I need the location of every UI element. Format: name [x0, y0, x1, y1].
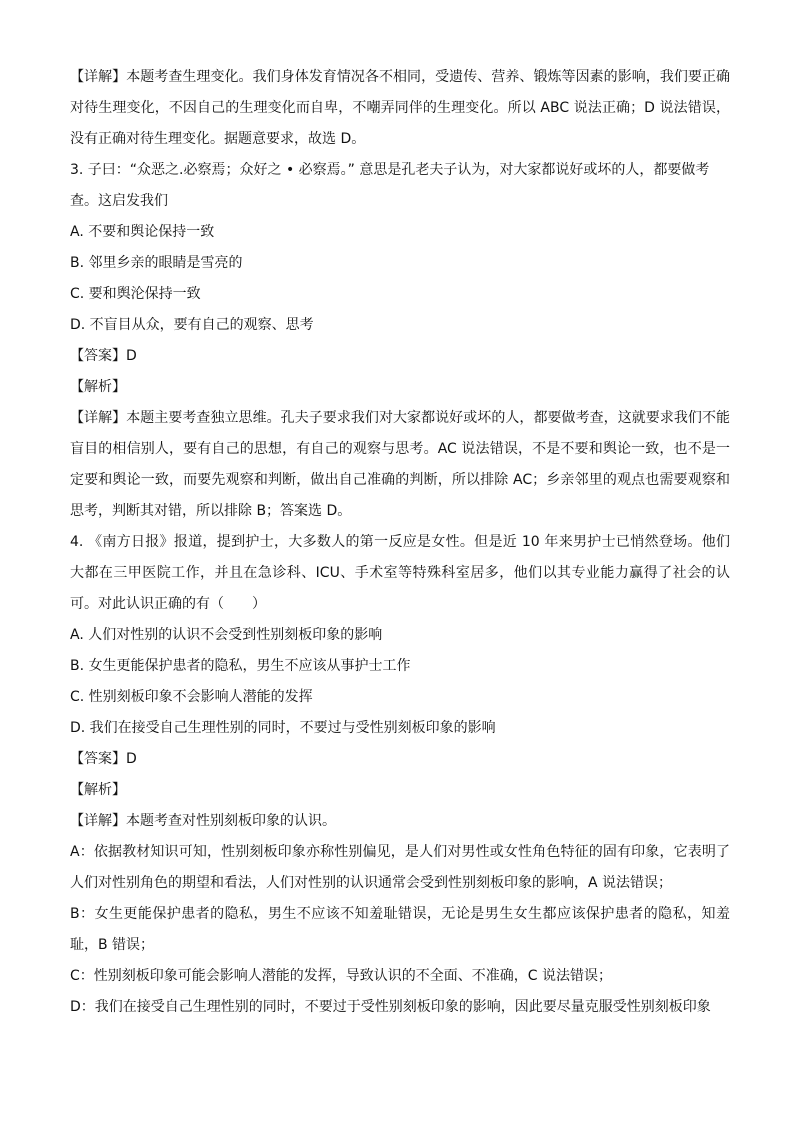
q4-answer-value: D [126, 751, 137, 767]
q4-detail-label: 【详解】 [70, 813, 126, 829]
q4-option-d: D. 我们在接受自己生理性别的同时，不要过与受性别刻板印象的影响 [70, 720, 496, 736]
q4-detail [70, 806, 730, 837]
q3-option-b: B. 邻里乡亲的眼睛是雪亮的 [70, 255, 243, 271]
q2-detail [70, 62, 730, 155]
q3-answer-label: 【答案】 [70, 348, 126, 364]
page-content [70, 62, 730, 1023]
q3-option-c: C. 要和舆沦保持一致 [70, 286, 201, 302]
q3-detail-text: 本题主要考查独立思维。孔夫子要求我们对大家都说好或坏的人，都要做考查，这就要求我们不能盲目的相信别人，要有自己的思想，有自己的观察与思考。AC 说法错误，不是不要和舆论一致，也不是一定要和舆论一致，而要先观察和判断，做出自己准确的判断，所以排除 AC；乡亲邻里的观点也需要观察和思考，判断其对错，所以排除 B；答案选 D。 [70, 410, 731, 519]
q3-stem-line-1: 3. 子曰：“众恶之.必察焉；众好之 • 必察焉。” 意思是孔老夫子认为，对大家都说好或坏的人，都要做考 [70, 162, 710, 178]
q4-explanation-a: A：依据教材知识可知，性别刻板印象亦称性别偏见，是人们对男性或女性角色特征的固有印象，它表明了人们对性别角色的期望和看法，人们对性别的认识通常会受到性别刻板印象的影响，A 说法错误； [70, 844, 730, 891]
q4-option-a: A. 人们对性别的认识不会受到性别刻板印象的影响 [70, 627, 383, 643]
q2-detail-text: 本题考查生理变化。我们身体发育情况各不相同，受遗传、营养、锻炼等因素的影响，我们要正确对待生理变化，不因自己的生理变化而自卑，不嘲弄同伴的生理变化。所以 ABC 说法正确；D 说法错误，没有正确对待生理变化。据题意要求，故选 D。 [70, 69, 731, 147]
q4-stem: 4. 《南方日报》报道，提到护士，大多数人的第一反应是女性。但是近 10 年来男护士已悄然登场。他们大都在三甲医院工作，并且在急诊科、ICU、手术室等特殊科室居多，他们以其专业能力赢得了社会的认可。对此认识正确的有（ ） [70, 534, 730, 612]
q4-option-c: C. 性别刻板印象不会影响人潜能的发挥 [70, 689, 313, 705]
q4-option-b: B. 女生更能保护患者的隐私，男生不应该从事护士工作 [70, 658, 411, 674]
q4-answer [70, 744, 730, 775]
q3-stem-line-2: 查。这启发我们 [70, 193, 168, 209]
q4-answer-label: 【答案】 [70, 751, 126, 767]
q3-option-a: A. 不要和舆论保持一致 [70, 224, 215, 240]
q4-analysis-label: 【解析】 [70, 782, 126, 798]
q3-answer-value: D [126, 348, 137, 364]
q3-option-d: D. 不盲目从众，要有自己的观察、思考 [70, 317, 314, 333]
q4-detail-text: 本题考查对性别刻板印象的认识。 [126, 813, 336, 829]
q2-detail-label: 【详解】 [70, 69, 127, 85]
q3-analysis-label: 【解析】 [70, 379, 126, 395]
q3-detail [70, 403, 730, 527]
q3-answer [70, 341, 730, 372]
q4-explanation-b: B：女生更能保护患者的隐私，男生不应该不知羞耻错误，无论是男生女生都应该保护患者的隐私，知羞耻，B 错误； [70, 906, 730, 953]
q3-detail-label: 【详解】 [70, 410, 127, 426]
q4-explanation-c: C：性别刻板印象可能会影响人潜能的发挥，导致认识的不全面、不准确，C 说法错误； [70, 968, 612, 984]
q4-explanation-d: D：我们在接受自己生理性别的同时，不要过于受性别刻板印象的影响，因此要尽量克服受性别刻板印象 [70, 999, 711, 1015]
